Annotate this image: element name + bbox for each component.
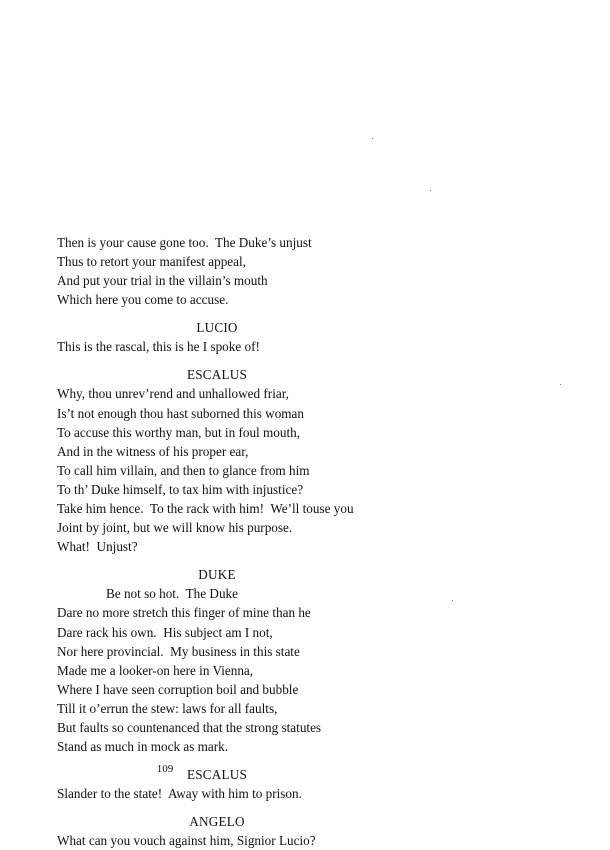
verse-line-indented: Be not so hot. The Duke bbox=[106, 586, 238, 602]
verse-line: Dare rack his own. His subject am I not, bbox=[57, 624, 273, 640]
verse-line: Take him hence. To the rack with him! We’ll touse you bbox=[57, 501, 354, 517]
verse-line: Is’t not enough thou hast suborned this woman bbox=[57, 405, 305, 421]
speaker-name-lucio: LUCIO bbox=[196, 320, 238, 336]
verse-line: To th’ Duke himself, to tax him with injustice? bbox=[57, 481, 304, 497]
verse-line: Then is your cause gone too. The Duke’s unjust bbox=[57, 235, 312, 250]
speaker-name-escalus: ESCALUS bbox=[186, 767, 248, 783]
verse-line: To call him villain, and then to glance from him bbox=[57, 462, 310, 478]
verse-line: Where I have seen corruption boil and bubble bbox=[57, 681, 299, 697]
verse-line: But faults so countenanced that the strong statutes bbox=[57, 719, 322, 735]
verse-line: This is the rascal, this is he I spoke of! bbox=[57, 339, 260, 355]
verse-line: What! Unjust? bbox=[57, 539, 138, 555]
verse-line: And in the witness of his proper ear, bbox=[57, 443, 249, 459]
scan-speck bbox=[452, 600, 453, 601]
opening-speech bbox=[57, 233, 577, 309]
scan-speck bbox=[372, 138, 373, 139]
verse-line: Till it o’errun the stew: laws for all faults, bbox=[57, 700, 278, 716]
speaker-name-duke: DUKE bbox=[198, 567, 236, 583]
page-number: 109 bbox=[156, 763, 174, 775]
verse-line: Slander to the state! Away with him to prison. bbox=[57, 786, 302, 802]
speaker-name-angelo: ANGELO bbox=[189, 814, 245, 830]
scan-speck bbox=[430, 190, 431, 191]
verse-line: Joint by joint, but we will know his purpose. bbox=[57, 520, 293, 536]
verse-line: Dare no more stretch this finger of mine than he bbox=[57, 605, 311, 621]
verse-line: Made me a looker-on here in Vienna, bbox=[57, 662, 254, 678]
verse-line: Thus to retort your manifest appeal, bbox=[57, 254, 246, 270]
verse-line: And put your trial in the villain’s mouth bbox=[57, 273, 268, 289]
verse-line: Nor here provincial. My business in this state bbox=[57, 643, 300, 659]
verse-line: Which here you come to accuse. bbox=[57, 292, 229, 308]
scan-speck bbox=[560, 384, 561, 385]
script-text bbox=[57, 233, 577, 850]
verse-line: Stand as much in mock as mark. bbox=[57, 739, 229, 755]
speaker-name-escalus: ESCALUS bbox=[186, 367, 248, 383]
verse-line: To accuse this worthy man, but in foul mouth, bbox=[57, 424, 301, 440]
verse-line: What can you vouch against him, Signior Lucio? bbox=[57, 833, 316, 849]
verse-line: Why, thou unrev’rend and unhallowed friar, bbox=[57, 386, 289, 402]
